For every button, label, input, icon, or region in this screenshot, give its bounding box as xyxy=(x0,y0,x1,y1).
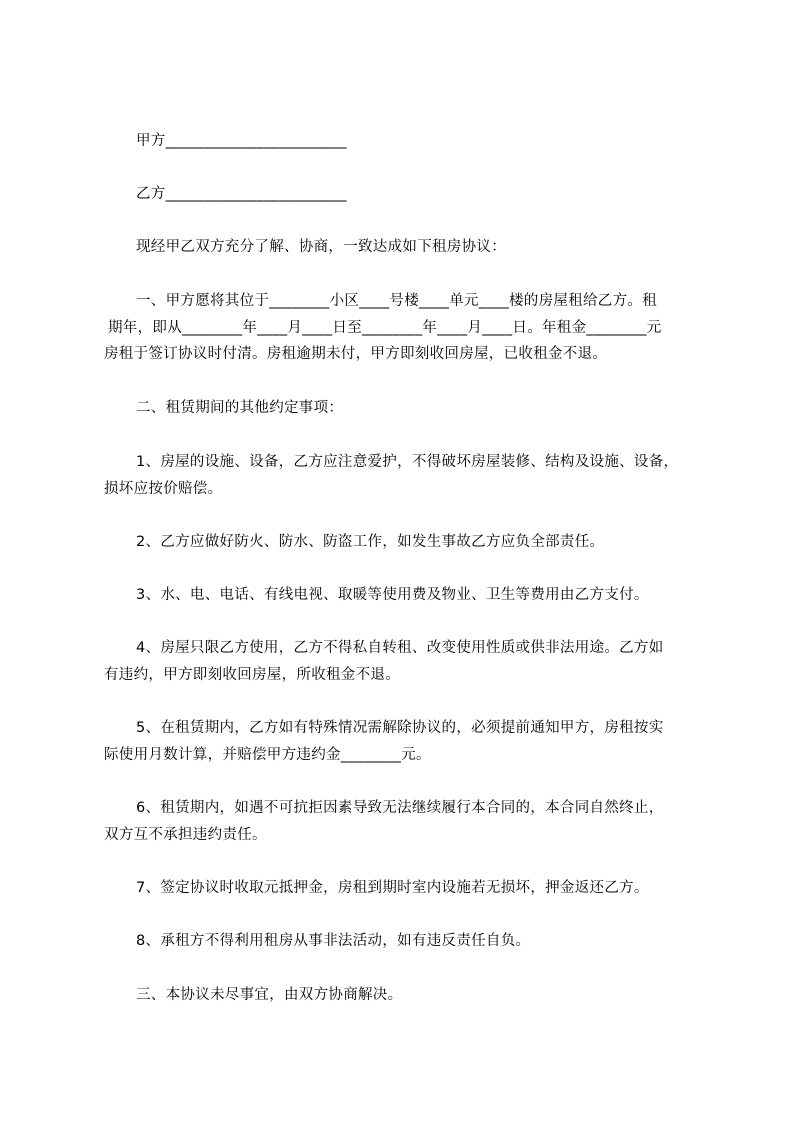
item-4-line-2: 有违约，甲方即刻收回房屋，所收租金不退。 xyxy=(104,667,400,683)
item-7: 7、签定协议时收取元抵押金，房租到期时室内设施若无损坏，押金返还乙方。 xyxy=(136,880,649,896)
clause-1-line-2: 期年，即从________年____月____日至________年____月____日。年租金________元 xyxy=(108,320,662,336)
intro-paragraph: 现经甲乙双方充分了解、协商，一致达成如下租房协议： xyxy=(136,239,506,255)
clause-3: 三、本协议未尽事宜，由双方协商解决。 xyxy=(136,987,403,1003)
item-8: 8、承租方不得利用租房从事非法活动，如有违反责任自负。 xyxy=(136,933,531,949)
party-b-line: 乙方________________________ xyxy=(136,186,347,202)
item-5-line-2: 际使用月数计算，并赔偿甲方违约金________元。 xyxy=(104,747,431,763)
item-4-line-1: 4、房屋只限乙方使用，乙方不得私自转租、改变使用性质或供非法用途。乙方如 xyxy=(136,640,664,656)
clause-1-line-3: 房租于签订协议时付清。房租逾期未付，甲方即刻收回房屋，已收租金不退。 xyxy=(104,346,608,362)
clause-1-line-1: 一、甲方愿将其位于________小区____号楼____单元____楼的房屋租给乙方。租 xyxy=(136,293,657,309)
clause-2-heading: 二、租赁期间的其他约定事项： xyxy=(136,400,344,416)
item-3: 3、水、电、电话、有线电视、取暖等使用费及物业、卫生等费用由乙方支付。 xyxy=(136,587,649,603)
item-2: 2、乙方应做好防火、防水、防盗工作，如发生事故乙方应负全部责任。 xyxy=(136,534,605,550)
item-1-line-2: 损坏应按价赔偿。 xyxy=(104,481,223,497)
party-a-line: 甲方________________________ xyxy=(136,133,347,149)
item-1-line-1: 1、房屋的设施、设备，乙方应注意爱护，不得破坏房屋装修、结构及设施、设备， xyxy=(136,454,679,470)
item-6-line-1: 6、租赁期内，如遇不可抗拒因素导致无法继续履行本合同的，本合同自然终止， xyxy=(136,800,664,816)
item-5-line-1: 5、在租赁期内，乙方如有特殊情况需解除协议的，必须提前通知甲方，房租按实 xyxy=(136,720,664,736)
item-6-line-2: 双方互不承担违约责任。 xyxy=(104,827,267,843)
